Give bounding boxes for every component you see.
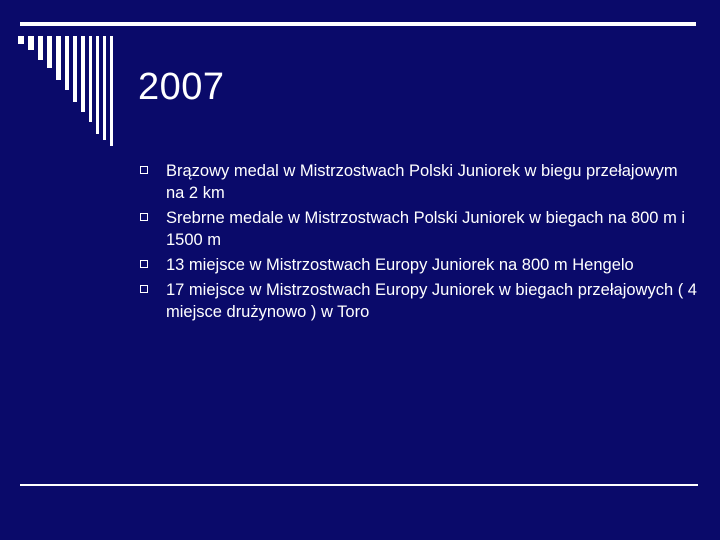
list-item — [138, 160, 698, 204]
bullet-list — [138, 160, 698, 326]
bullet-text: Srebrne medale w Mistrzostwach Polski Juniorek w biegach na 800 m i 1500 m — [166, 209, 686, 249]
bullet-text: 17 miejsce w Mistrzostwach Europy Juniorek w biegach przełajowych ( 4 miejsce drużynowo ) w Toro — [166, 281, 697, 321]
list-item — [138, 254, 698, 276]
list-item — [138, 207, 698, 251]
bullet-text: 13 miejsce w Mistrzostwach Europy Juniorek na 800 m Hengelo — [166, 256, 634, 274]
hollow-square-bullet-icon — [140, 285, 148, 293]
hollow-square-bullet-icon — [140, 213, 148, 221]
hollow-square-bullet-icon — [140, 166, 148, 174]
bottom-divider — [20, 484, 698, 486]
decorative-stripes — [16, 36, 120, 146]
bullet-text: Brązowy medal w Mistrzostwach Polski Juniorek w biegu przełajowym na 2 km — [166, 162, 678, 202]
top-divider — [20, 22, 696, 26]
slide-title: 2007 — [138, 66, 225, 108]
list-item — [138, 279, 698, 323]
hollow-square-bullet-icon — [140, 260, 148, 268]
